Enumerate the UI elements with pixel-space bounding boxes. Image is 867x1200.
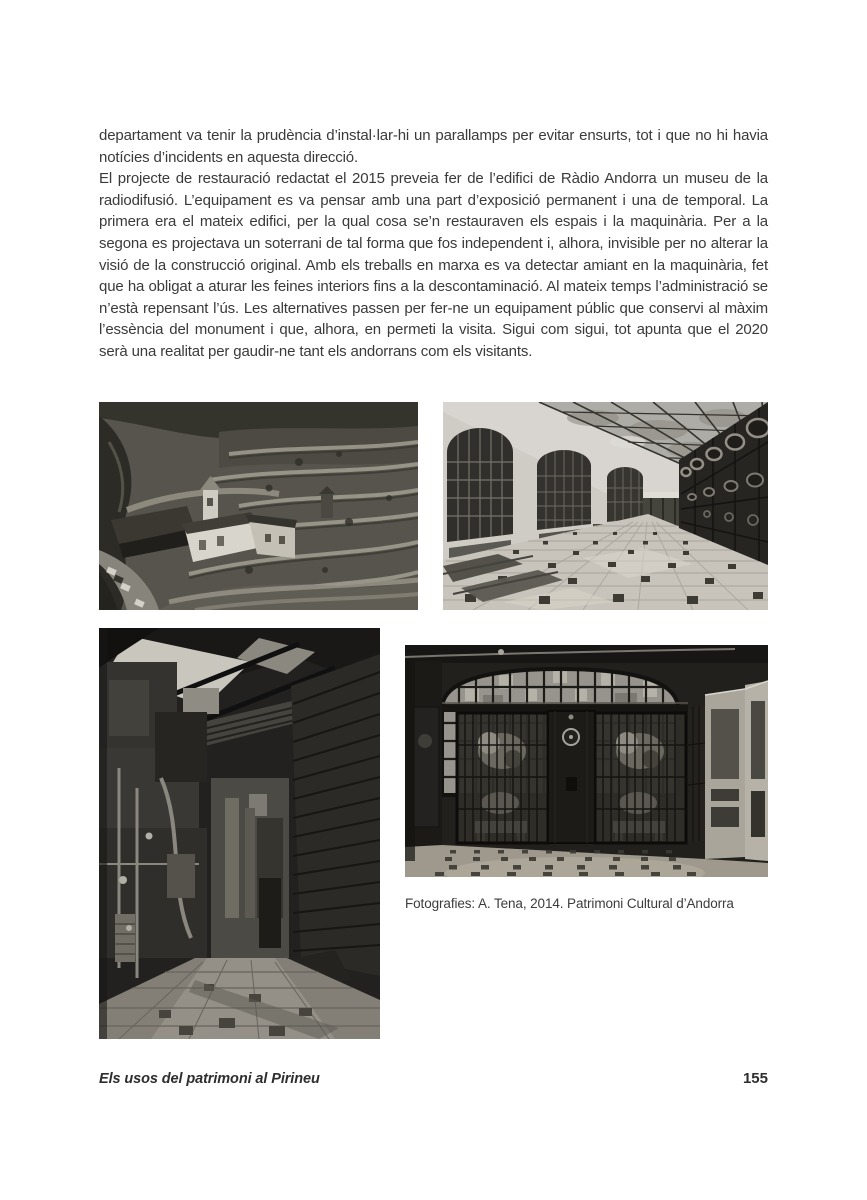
paragraph: El projecte de restauració redactat el 2015 preveia fer de l’edifici de Ràdio Andorra un museu de la radiodifusió. L’equipament es va pensar amb una part d’exposició permanent i una de temporal. La primera era el mateix edifici, per la qual cosa se’n restauraven els espais i la maquinària. Per a la segona es projectava un soterrani de tal forma que fos independent i, alhora, invisible per no alterar la visió de la construcció original. Amb els treballs en marxa es va detectar amiant en la maquinària, fet que ha obligat a aturar les feines interiors fins a la descontaminació. Al mateix temps l’administració se n’està repensant l’ús. Les alternatives passen per fer-ne un equipament públic que conservi al màxim l’essència del monument i que, alhora, en permeti la visita. Sigui com sigui, tot apunta que el 2020 serà una realitat per gaudir-ne tant els andorrans com els visitants.	[99, 170, 768, 360]
photo-machinery-corridor	[99, 628, 380, 1039]
footer-book-title: Els usos del patrimoni al Pirineu	[99, 1071, 320, 1087]
photo-terraced-hillside-art	[99, 402, 418, 610]
photo-transmitter-cages-art	[405, 645, 768, 877]
photo-transmitter-cages	[405, 645, 768, 877]
body-text	[99, 125, 768, 363]
page-footer	[99, 1070, 768, 1087]
photo-radio-hall	[443, 402, 768, 610]
footer-page-number: 155	[742, 1070, 768, 1087]
paragraph: departament va tenir la prudència d’instal·lar-hi un parallamps per evitar ensurts, tot i que no hi havia notícies d’incidents en aquesta direcció.	[99, 127, 768, 166]
photo-radio-hall-art	[443, 402, 768, 610]
photo-caption: Fotografies: A. Tena, 2014. Patrimoni Cultural d’Andorra	[405, 896, 734, 911]
photo-machinery-corridor-art	[99, 628, 380, 1039]
photo-terraced-hillside	[99, 402, 418, 610]
